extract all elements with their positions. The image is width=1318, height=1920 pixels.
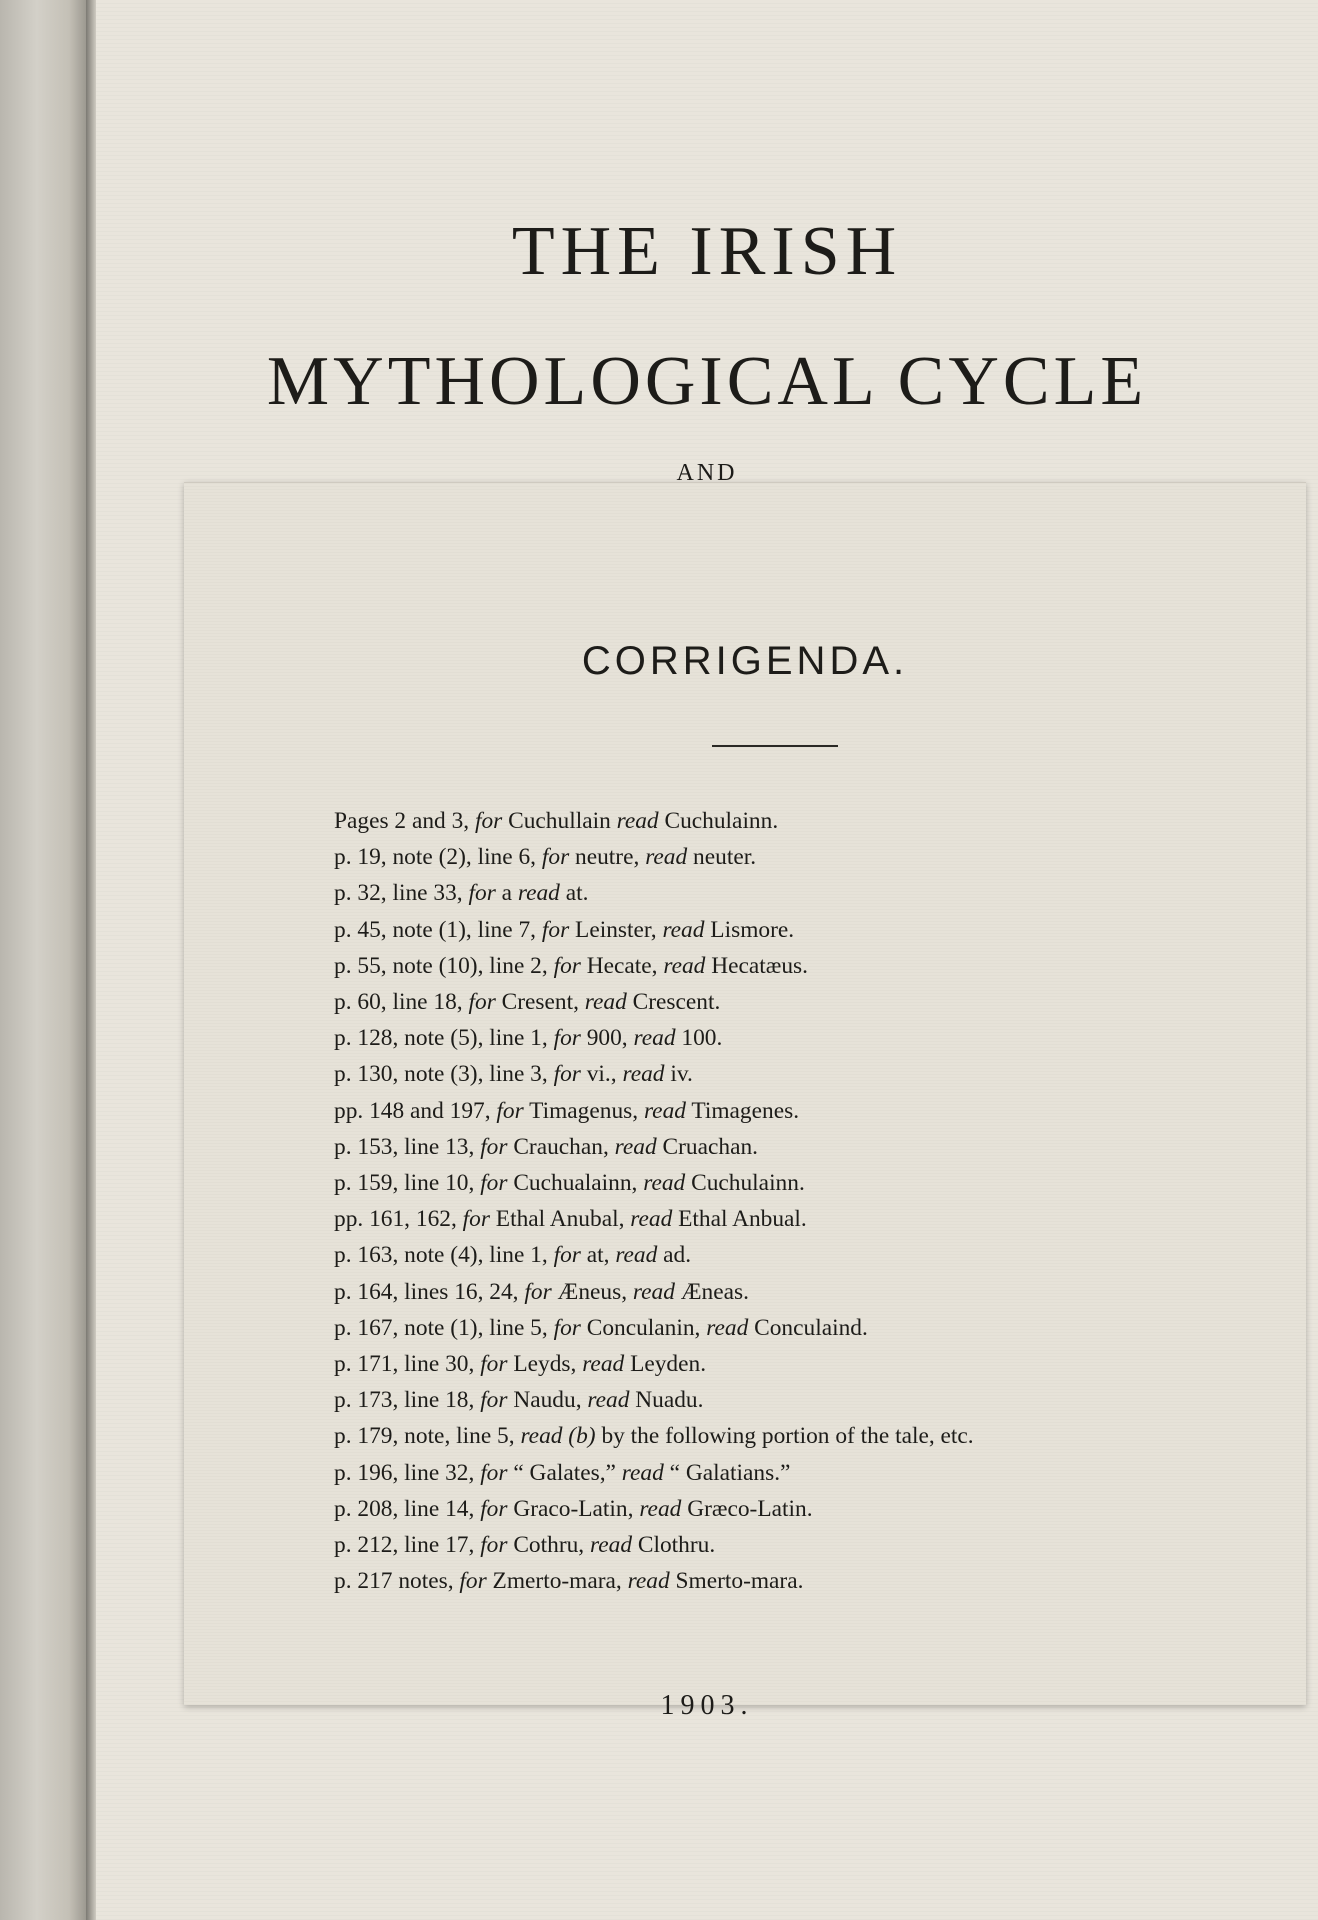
entry-wrong-text: Æneus, <box>551 1278 633 1305</box>
corrigendum-entry <box>334 948 1254 984</box>
corrigendum-entry <box>334 984 1254 1020</box>
entry-read-word: read <box>632 1278 675 1305</box>
entry-read-word: read <box>643 1170 686 1197</box>
entry-for-word: for <box>541 916 570 943</box>
entry-read-word: read <box>622 1061 665 1088</box>
entry-location: p. 60, line 18, <box>334 989 469 1016</box>
entry-read-word: read <box>630 1206 673 1233</box>
entry-for-word: for <box>480 1170 508 1197</box>
corrigendum-entry <box>334 912 1254 948</box>
entry-location: p. 130, note (3), line 3, <box>334 1061 554 1088</box>
entry-read-word: read <box>633 1025 676 1052</box>
corrigendum-entry <box>334 1237 1254 1273</box>
entry-location: p. 167, note (1), line 5, <box>334 1314 554 1341</box>
entry-for-word: for <box>553 1061 581 1088</box>
corrigendum-entry <box>334 1563 1254 1599</box>
entry-location: p. 171, line 30, <box>334 1351 481 1378</box>
entry-location: pp. 161, 162, <box>334 1206 463 1233</box>
entry-location: p. 159, line 10, <box>334 1170 481 1197</box>
entry-read-word: read <box>627 1568 670 1595</box>
entry-location: p. 164, lines 16, 24, <box>334 1278 525 1305</box>
entry-correct-text: iv. <box>664 1061 693 1088</box>
entry-correct-text: ad. <box>657 1242 692 1269</box>
entry-location: pp. 148 and 197, <box>334 1097 497 1124</box>
entry-for-word: for <box>553 1025 581 1052</box>
entry-for-word: for <box>474 808 503 834</box>
heading-rule <box>712 745 838 747</box>
entry-location: p. 19, note (2), line 6, <box>334 844 542 871</box>
entry-location: p. 128, note (5), line 1, <box>334 1025 554 1052</box>
entry-for-word: for <box>468 880 496 907</box>
entry-wrong-text: Cuchualainn, <box>507 1170 644 1197</box>
corrigendum-entry <box>334 1274 1254 1310</box>
entry-correct-text: Nuadu. <box>629 1387 704 1414</box>
entry-wrong-text: Leinster, <box>569 916 663 943</box>
entry-for-word: for <box>524 1278 552 1305</box>
entry-correct-text: “ Galatians.” <box>663 1459 791 1486</box>
publication-year: 1903. <box>660 1690 754 1721</box>
corrigendum-entry <box>334 1491 1254 1527</box>
corrigenda-slip <box>184 482 1306 1705</box>
corrigendum-entry <box>334 1455 1254 1491</box>
entry-for-word: for <box>553 1314 581 1341</box>
corrigendum-entry <box>334 839 1254 875</box>
entry-location: Pages 2 and 3, <box>334 808 475 834</box>
entry-location: p. 55, note (10), line 2, <box>334 952 554 979</box>
entry-for-word: for <box>480 1532 508 1559</box>
entry-location: p. 208, line 14, <box>334 1495 481 1522</box>
entry-location: p. 32, line 33, <box>334 880 469 907</box>
entry-read-word: read (b) <box>520 1423 596 1450</box>
entry-correct-text: Lismore. <box>704 916 795 943</box>
corrigendum-entry <box>334 1418 1254 1454</box>
entry-wrong-text: Crauchan, <box>507 1133 615 1160</box>
entry-read-word: read <box>615 1242 658 1269</box>
entry-correct-text: at. <box>559 880 589 907</box>
corrigenda-heading: CORRIGENDA. <box>581 639 909 683</box>
entry-correct-text: Hecatæus. <box>705 952 808 979</box>
entry-correct-text: Græco-Latin. <box>681 1495 813 1522</box>
corrigendum-entry <box>334 1093 1254 1129</box>
entry-correct-text: Smerto-mara. <box>669 1568 804 1595</box>
entry-location: p. 212, line 17, <box>334 1532 481 1559</box>
entry-wrong-text: Hecate, <box>580 952 664 979</box>
entry-location: p. 173, line 18, <box>334 1387 481 1414</box>
entry-for-word: for <box>480 1495 508 1522</box>
entry-wrong-text: Naudu, <box>507 1387 588 1414</box>
entry-read-word: read <box>645 844 688 871</box>
entry-location: p. 45, note (1), line 7, <box>334 916 542 943</box>
entry-for-word: for <box>462 1206 490 1233</box>
corrigendum-entry <box>334 803 1254 839</box>
corrigendum-entry <box>334 1129 1254 1165</box>
entry-read-word: read <box>643 1097 686 1124</box>
corrigendum-entry <box>334 1201 1254 1237</box>
entry-for-word: for <box>480 1351 508 1378</box>
entry-correct-text: neuter. <box>687 844 757 871</box>
book-title-line-1: THE IRISH <box>511 213 903 290</box>
entry-correct-text: Cuchulainn. <box>685 1170 805 1197</box>
entry-location: p. 196, line 32, <box>334 1459 481 1486</box>
entry-wrong-text: Graco-Latin, <box>507 1495 640 1522</box>
entry-correct-text: Cuchulainn. <box>658 808 779 834</box>
entry-read-word: read <box>587 1387 630 1414</box>
entry-correct-text: Ethal Anbual. <box>672 1206 807 1233</box>
entry-for-word: for <box>553 1242 581 1269</box>
entry-wrong-text: Ethal Anubal, <box>489 1206 631 1233</box>
entry-read-word: read <box>706 1314 749 1341</box>
book-gutter <box>0 0 92 1920</box>
entry-correct-text: Æneas. <box>674 1278 749 1305</box>
entry-wrong-text: “ Galates,” <box>507 1459 622 1486</box>
entry-read-word: read <box>616 808 659 834</box>
corrigendum-entry <box>334 1056 1254 1092</box>
entry-read-word: read <box>590 1532 633 1559</box>
entry-wrong-text: Cresent, <box>495 989 585 1016</box>
entry-location: p. 163, note (4), line 1, <box>334 1242 554 1269</box>
entry-wrong-text: neutre, <box>569 844 646 871</box>
entry-read-word: read <box>584 989 627 1016</box>
corrigendum-entry <box>334 875 1254 911</box>
entry-location: p. 153, line 13, <box>334 1133 481 1160</box>
entry-for-word: for <box>468 989 496 1016</box>
entry-wrong-text: Cothru, <box>507 1532 591 1559</box>
entry-for-word: for <box>459 1568 487 1595</box>
title-conjunction: AND <box>676 460 738 482</box>
corrigendum-entry <box>334 1165 1254 1201</box>
book-title-line-2: MYTHOLOGICAL CYCLE <box>266 343 1148 420</box>
entry-correct-text: Timagenes. <box>685 1097 800 1124</box>
entry-read-word: read <box>639 1495 682 1522</box>
entry-correct-text: Crescent. <box>626 989 721 1016</box>
entry-for-word: for <box>480 1133 508 1160</box>
page-edge-shadow <box>86 0 96 1920</box>
entry-correct-text: 100. <box>675 1025 723 1052</box>
corrigenda-list <box>334 803 1254 1599</box>
corrigendum-entry <box>334 1020 1254 1056</box>
corrigendum-entry <box>334 1382 1254 1418</box>
entry-read-word: read <box>582 1351 625 1378</box>
entry-wrong-text: Leyds, <box>507 1351 583 1378</box>
entry-wrong-text: at, <box>580 1242 616 1269</box>
entry-for-word: for <box>480 1387 508 1414</box>
entry-wrong-text: 900, <box>580 1025 634 1052</box>
entry-correct-text: by the following portion of the tale, etc. <box>595 1423 974 1450</box>
entry-for-word: for <box>541 844 570 871</box>
entry-location: p. 217 notes, <box>334 1568 460 1595</box>
entry-correct-text: Clothru. <box>632 1532 716 1559</box>
entry-wrong-text: a <box>495 880 518 907</box>
entry-correct-text: Conculaind. <box>748 1314 868 1341</box>
entry-read-word: read <box>621 1459 664 1486</box>
entry-correct-text: Leyden. <box>624 1351 707 1378</box>
corrigendum-entry <box>334 1310 1254 1346</box>
entry-wrong-text: Zmerto-mara, <box>486 1568 628 1595</box>
entry-wrong-text: Timagenus, <box>523 1097 644 1124</box>
corrigendum-entry <box>334 1346 1254 1382</box>
entry-for-word: for <box>480 1459 508 1486</box>
entry-for-word: for <box>553 952 581 979</box>
entry-correct-text: Cruachan. <box>656 1133 758 1160</box>
entry-read-word: read <box>614 1133 657 1160</box>
entry-read-word: read <box>663 952 706 979</box>
entry-wrong-text: Conculanin, <box>580 1314 707 1341</box>
title-page <box>96 0 1318 1920</box>
entry-read-word: read <box>662 916 705 943</box>
entry-wrong-text: vi., <box>580 1061 623 1088</box>
entry-location: p. 179, note, line 5, <box>334 1423 521 1450</box>
entry-for-word: for <box>496 1097 524 1124</box>
corrigendum-entry <box>334 1527 1254 1563</box>
entry-wrong-text: Cuchullain <box>502 808 617 834</box>
entry-read-word: read <box>517 880 560 907</box>
